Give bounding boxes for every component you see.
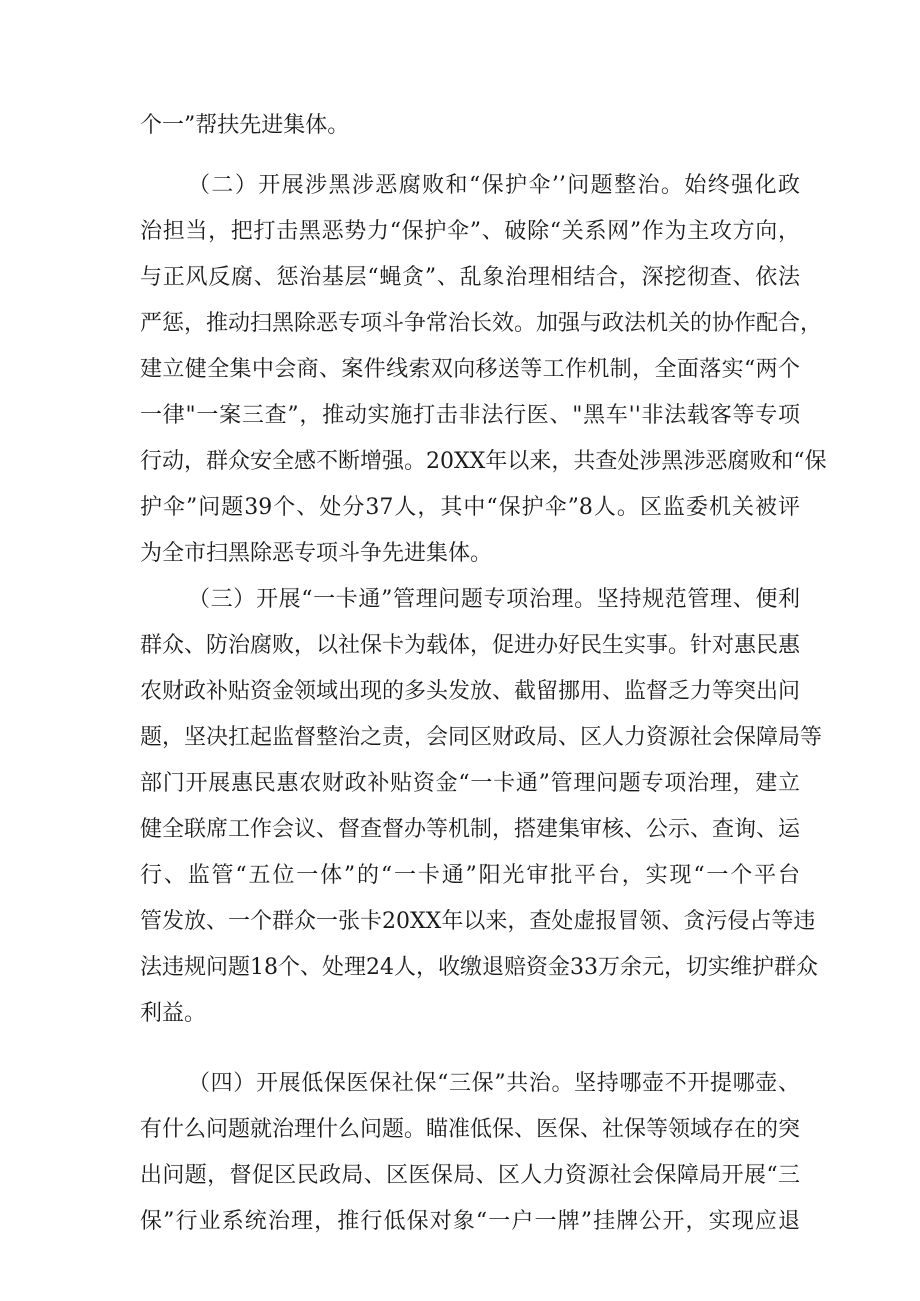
paragraph-line: 出问题，督促区民政局、区医保局、区人力资源社会保障局开展“三 (140, 1163, 800, 1188)
paragraph-line: 行动，群众安全感不断增强。20XX年以来，共查处涉黑涉恶腐败和“保 (140, 449, 827, 474)
paragraph-line: 法违规问题18个、处理24人，收缴退赔资金33万余元，切实维护群众 (140, 955, 818, 980)
paragraph-line: 护伞”问题39个、处分37人，其中“保护伞”8人。区监委机关被评 (140, 495, 800, 520)
paragraph-line: 一律"一案三查”，推动实施打击非法行医、"黑车''非法载客等专项 (140, 403, 800, 428)
paragraph-line: 为全市扫黑除恶专项斗争先进集体。 (140, 541, 493, 566)
paragraph-line: 群众、防治腐败，以社保卡为载体，促进办好民生实事。针对惠民惠 (140, 633, 801, 658)
paragraph-line: 部门开展惠民惠农财政补贴资金“一卡通”管理问题专项治理，建立 (140, 771, 800, 796)
section-heading-line: （四）开展低保医保社保“三保”共治。坚持哪壶不开提哪壶、 (188, 1071, 800, 1096)
paragraph-line: 题，坚决扛起监督整治之责，会同区财政局、区人力资源社会保障局等 (140, 725, 823, 750)
paragraph-line: 个一”帮扶先进集体。 (140, 113, 350, 138)
paragraph-line: 健全联席工作会议、督查督办等机制，搭建集审核、公示、查询、运 (140, 817, 801, 842)
paragraph-line: 利益。 (140, 1001, 207, 1026)
paragraph-line: 有什么问题就治理什么问题。瞄准低保、医保、社保等领域存在的突 (140, 1117, 801, 1142)
paragraph-line: 治担当，把打击黑恶势力“保护伞”、破除“关系网”作为主攻方向， (140, 219, 800, 244)
section-heading-line: （二）开展涉黑涉恶腐败和“保护伞’’问题整治。始终强化政 (188, 173, 800, 198)
paragraph-line: 保”行业系统治理，推行低保对象“一户一牌”挂牌公开，实现应退 (140, 1209, 800, 1234)
paragraph-line: 行、监管“五位一体”的“一卡通”阳光审批平台，实现“一个平台 (140, 863, 800, 888)
paragraph-line: 管发放、一个群众一张卡20XX年以来，查处虚报冒领、贪污侵占等违 (140, 909, 816, 934)
paragraph-line: 与正风反腐、惩治基层“蝇贪”、乱象治理相结合，深挖彻查、依法 (140, 265, 800, 290)
section-heading-line: （三）开展“一卡通”管理问题专项治理。坚持规范管理、便利 (188, 587, 800, 612)
paragraph-line: 农财政补贴资金领域出现的多头发放、截留挪用、监督乏力等突出问 (140, 679, 801, 704)
paragraph-line: 建立健全集中会商、案件线索双向移送等工作机制，全面落实“两个 (140, 357, 800, 382)
paragraph-line: 严惩，推动扫黑除恶专项斗争常治长效。加强与政法机关的协作配合， (140, 311, 823, 336)
